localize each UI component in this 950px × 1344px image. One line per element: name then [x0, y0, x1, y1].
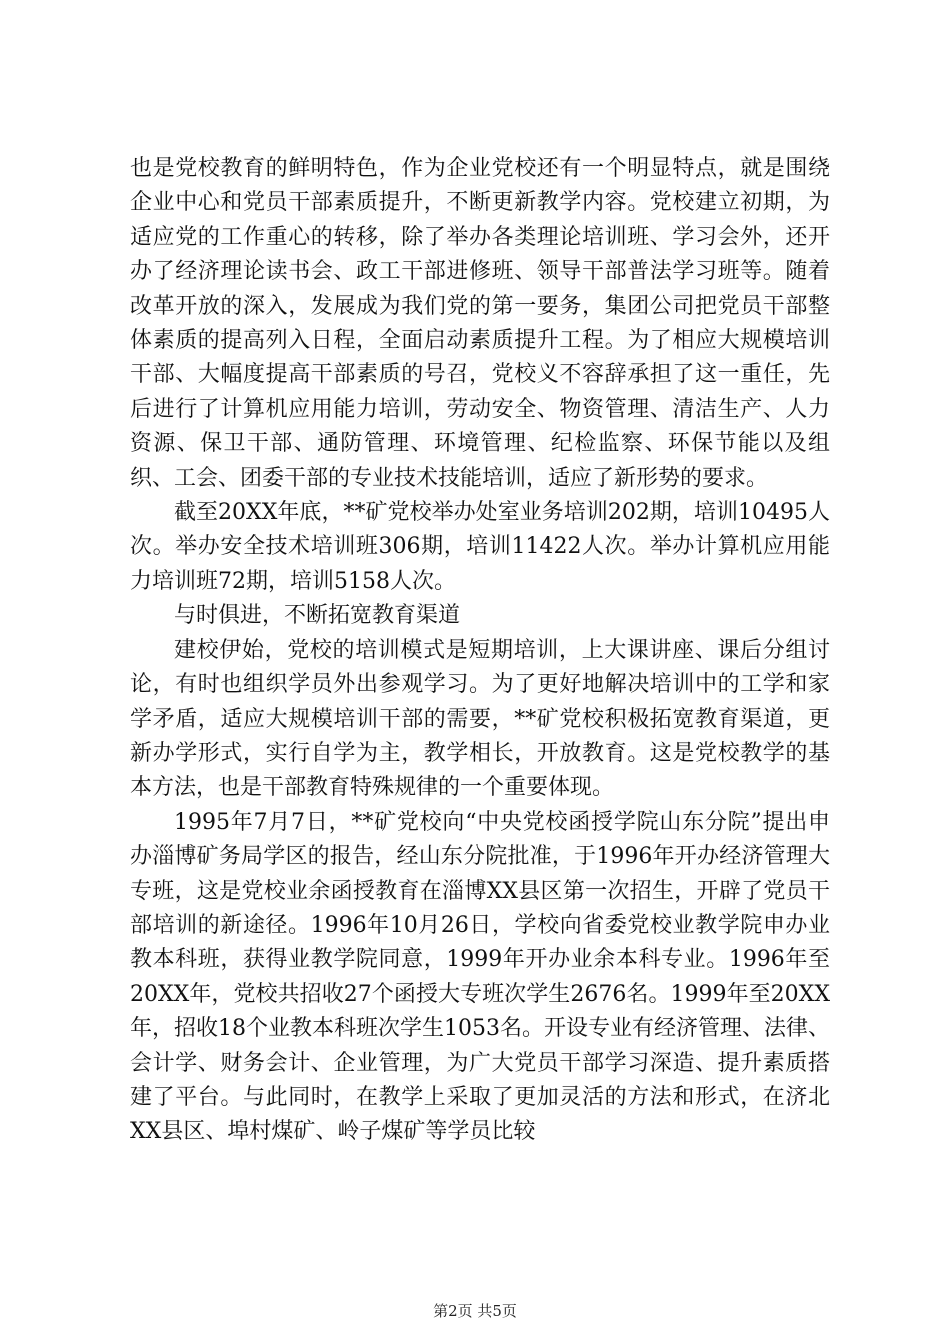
page-number: 第2页 共5页: [433, 1302, 517, 1320]
page-footer: [0, 1300, 950, 1321]
document-body: [130, 152, 830, 1150]
paragraph-training-mode: 建校伊始，党校的培训模式是短期培训，上大课讲座、课后分组讨论，有时也组织学员外出参观学习。为了更好地解决培训中的工学和家学矛盾，适应大规模培训干部的需要，**矿党校积极拓宽教育渠道，更新办学形式，实行自学为主，教学相长，开放教育。这是党校教学的基本方法，也是干部教育特殊规律的一个重要体现。: [130, 637, 830, 801]
paragraph-correspondence-education: 1995年7月7日，**矿党校向“中央党校函授学院山东分院”提出申办淄博矿务局学区的报告，经山东分院批准，于1996年开办经济管理大专班，这是党校业余函授教育在淄博XX县区第一次招生，开辟了党员干部培训的新途径。1996年10月26日，学校向省委党校业教学院申办业教本科班，获得业教学院同意，1999年开办业余本科专业。1996年至20XX年，党校共招收27个函授大专班次学生2676名。1999年至20XX年，招收18个业教本科班次学生1053名。开设专业有经济管理、法律、会计学、财务会计、企业管理，为广大党员干部学习深造、提升素质搭建了平台。与此同时，在教学上采取了更加灵活的方法和形式，在济北XX县区、埠村煤矿、岭子煤矿等学员比较: [130, 809, 830, 1145]
paragraph-training-stats: 截至20XX年底，**矿党校举办处室业务培训202期，培训10495人次。举办安全技术培训班306期，培训11422人次。举办计算机应用能力培训班72期，培训5158人次。: [130, 500, 830, 594]
section-heading: 与时俱进，不断拓宽教育渠道: [174, 603, 461, 629]
paragraph-continuation: 也是党校教育的鲜明特色，作为企业党校还有一个明显特点，就是围绕企业中心和党员干部素质提升，不断更新教学内容。党校建立初期，为适应党的工作重心的转移，除了举办各类理论培训班、学习会外，还开办了经济理论读书会、政工干部进修班、领导干部普法学习班等。随着改革开放的深入，发展成为我们党的第一要务，集团公司把党员干部整体素质的提高列入日程，全面启动素质提升工程。为了相应大规模培训干部、大幅度提高干部素质的号召，党校义不容辞承担了这一重任，先后进行了计算机应用能力培训，劳动安全、物资管理、清洁生产、人力资源、保卫干部、通防管理、环境管理、纪检监察、环保节能以及组织、工会、团委干部的专业技术技能培训，适应了新形势的要求。: [130, 156, 830, 491]
